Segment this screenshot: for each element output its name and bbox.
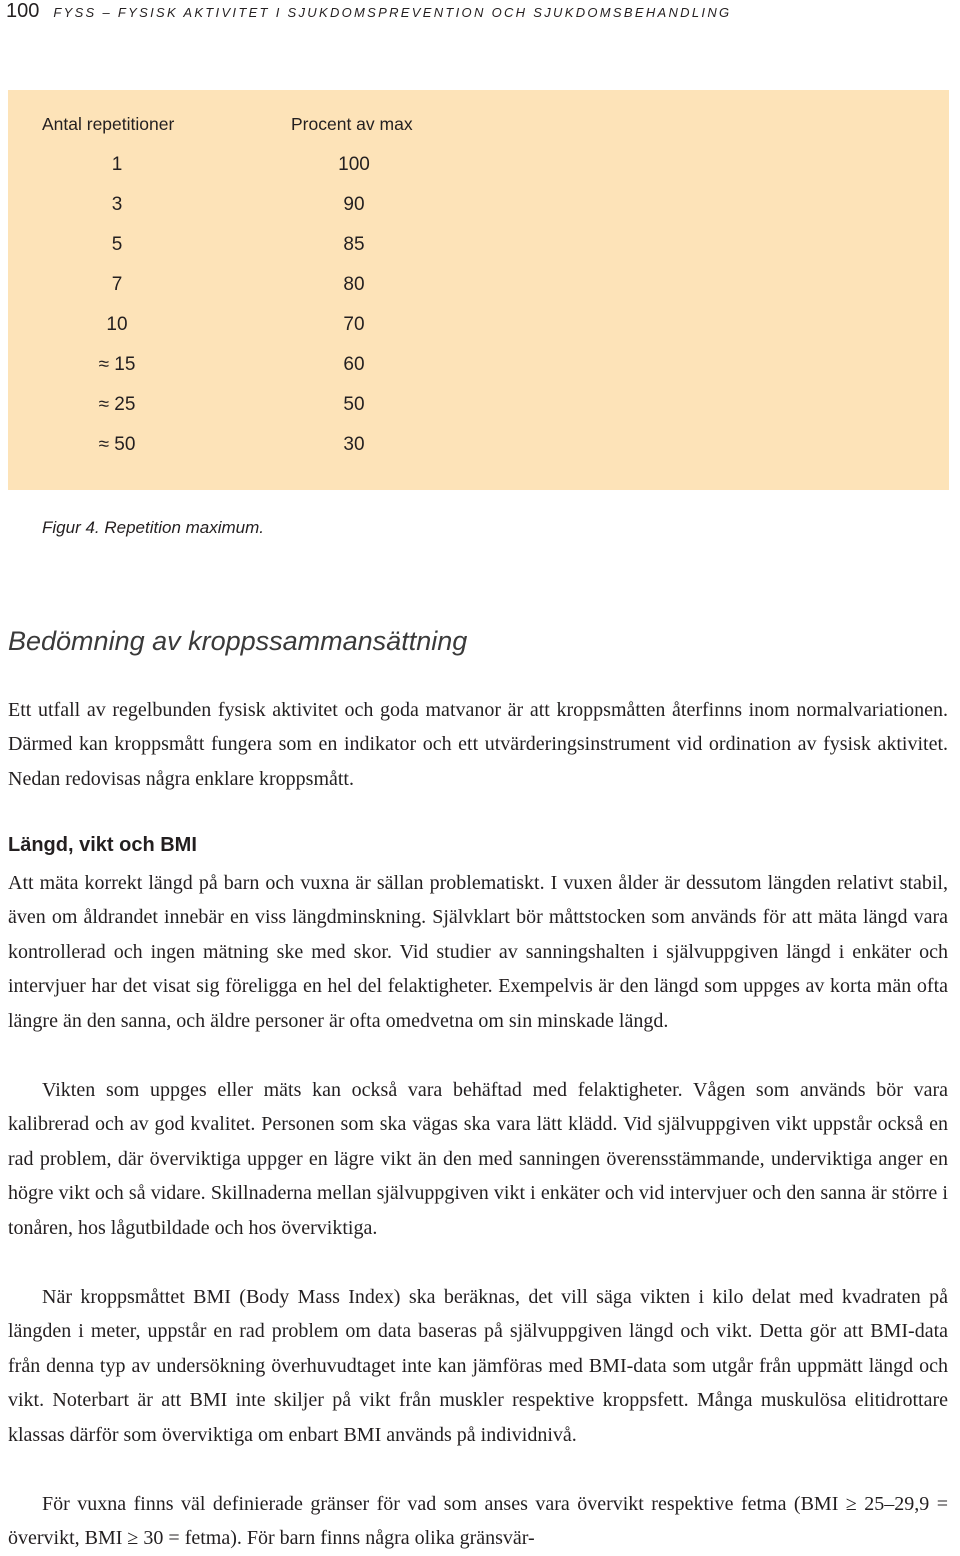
column-header-percent: Procent av max (291, 114, 413, 134)
table-cell-percent: 85 (343, 234, 365, 255)
table-cell-percent: 80 (343, 274, 365, 295)
table-cell-reps: ≈ 50 (98, 434, 136, 455)
table-cell-reps: ≈ 25 (98, 394, 136, 415)
table-cell-percent: 30 (343, 434, 365, 455)
table-cell-percent: 90 (343, 194, 365, 215)
section-heading: Bedömning av kroppssammansättning (8, 626, 468, 656)
table-cell-reps: 3 (111, 194, 123, 215)
body-paragraph: Vikten som uppges eller mäts kan också vara behäftad med felaktigheter. Vågen som används bör vara kalibrerad och av god kvalitet. Personen som ska vägas ska vara lätt klädd. Vid självuppgiven vikt uppstår också en rad problem, där överviktiga uppger en lägre vikt än den med sanningen överensstämmande, underviktiga anger en högre vikt och så vidare. Skillnaderna mellan självuppgiven vikt i enkäter och vid intervjuer och den sanna är större i tonåren, hos lågutbildade och hos överviktiga. (8, 1079, 948, 1239)
table-cell-reps: 7 (111, 274, 123, 295)
running-head (6, 0, 731, 24)
rm-figure-table (8, 90, 949, 490)
page-number: 100 (6, 0, 40, 22)
table-cell-percent: 100 (338, 154, 370, 175)
running-head-title: FYSS – FYSISK AKTIVITET I SJUKDOMSPREVENTION OCH SJUKDOMSBEHANDLING (53, 5, 732, 20)
column-header-repetitions: Antal repetitioner (42, 114, 175, 134)
table-cell-reps: 1 (111, 154, 123, 175)
table-cell-reps: 10 (106, 314, 128, 335)
table-cell-percent: 50 (343, 394, 365, 415)
table-cell-percent: 60 (343, 354, 365, 375)
table-cell-reps: 5 (111, 234, 123, 255)
body-paragraph: När kroppsmåttet BMI (Body Mass Index) ska beräknas, det vill säga vikten i kilo delat med kvadraten på längden i meter, uppstår en rad problem om data baseras på självuppgiven längd och vikt. Detta gör att BMI-data från denna typ av undersökning överhuvudtaget inte kan jämföras med BMI-data som utgår från uppmätt längd och vikt. Noterbart är att BMI inte skiljer på vikt från muskler respektive kroppsfett. Många muskulösa elitidrottare klassas därför som överviktiga om enbart BMI används på individnivå. (8, 1286, 948, 1446)
table-cell-percent: 70 (343, 314, 365, 335)
intro-paragraph: Ett utfall av regelbunden fysisk aktivitet och goda matvanor är att kroppsmåtten återfinns inom normalvariationen. Därmed kan kroppsmått fungera som en indikator och ett utvärderingsinstrument vid ordination av fysisk aktivitet. Nedan redovisas några enklare kroppsmått. (8, 699, 948, 790)
table-cell-reps: ≈ 15 (98, 354, 136, 375)
subsection-heading: Längd, vikt och BMI (8, 834, 197, 856)
body-paragraph: För vuxna finns väl definierade gränser för vad som anses vara övervikt respektive fetma (BMI ≥ 25–29,9 = övervikt, BMI ≥ 30 = fetma). För barn finns några olika gränsvär- (8, 1493, 948, 1550)
body-paragraph: Att mäta korrekt längd på barn och vuxna är sällan problematiskt. I vuxen ålder är dessutom längden relativt stabil, även om åldrandet innebär en viss längdminskning. Självklart bör måttstocken som används för att mäta längd vara kontrollerad och ingen mätning ske med skor. Vid studier av sanningshalten i självuppgiven längd i enkäter och intervjuer har det visat sig föreligga en hel del felaktigheter. Exempelvis är den längd som uppges av korta män ofta längre än den sanna, och äldre personer är ofta omedvetna om sin minskade längd. (8, 872, 948, 1032)
figure-caption: Figur 4. Repetition maximum. (42, 518, 265, 537)
